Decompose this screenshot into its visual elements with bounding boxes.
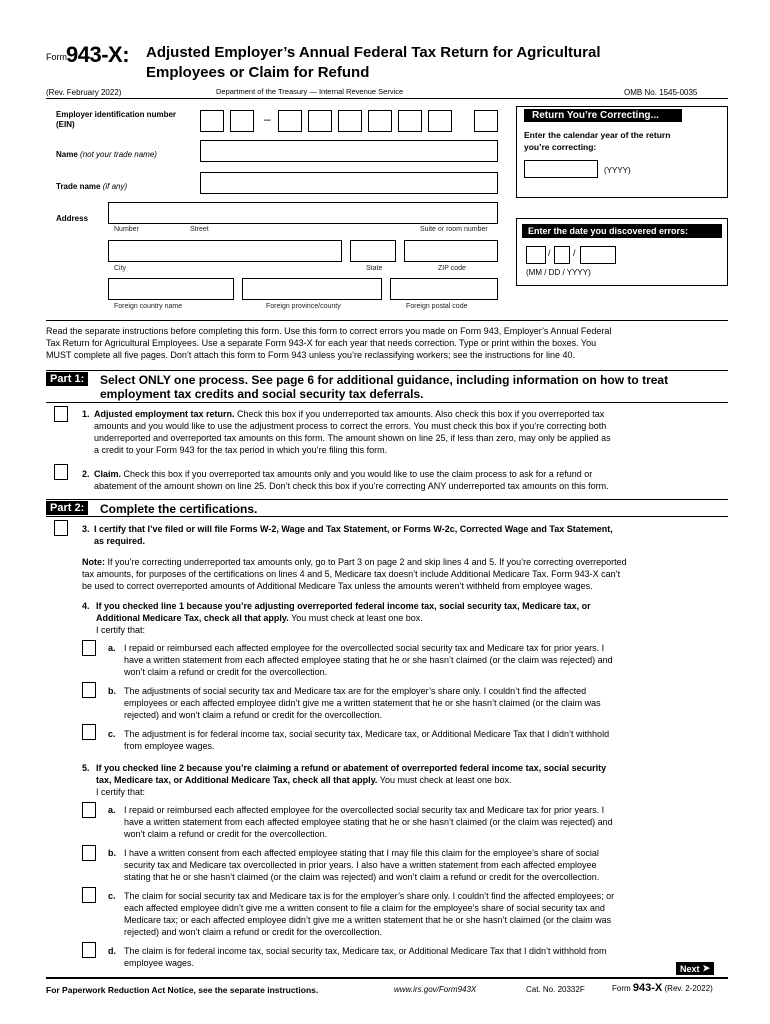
ein-box-6[interactable] (368, 110, 392, 132)
address-label: Address (56, 214, 89, 223)
line5-text-a: If you checked line 2 because you’re claiming a refund or abatement of overreported federal income tax, social security (96, 763, 607, 773)
line5-text-b (96, 775, 512, 786)
line4-certify: I certify that: (96, 625, 146, 635)
line1-text-b: amounts and you would like to use the adjustment process to correct the errors. You must check this box if you’re correcting both (94, 421, 607, 431)
line4c-letter: c. (108, 729, 116, 739)
ein-label (56, 110, 176, 130)
line2-text-a: Check this box if you overreported tax amounts only and you would like to use the claim process to ask for a refund or (123, 469, 593, 479)
line5-num: 5. (82, 763, 90, 773)
foreign-postal-field[interactable] (390, 278, 498, 300)
part1-title-2: employment tax credits and social security tax deferrals. (100, 387, 424, 401)
part1-rule (46, 370, 728, 371)
form-title-line1: Adjusted Employer’s Annual Federal Tax Return for Agricultural (146, 44, 601, 61)
line5d-text-1: The claim is for federal income tax, social security tax, Medicare tax, or Additional Medicare Tax that I didn’t withhold from (124, 946, 607, 956)
line1-text-c: underreported and overreported tax amounts on this form. The amount shown on line 25, if less than zero, may only be applied as (94, 433, 611, 443)
line2-checkbox[interactable] (54, 464, 68, 480)
line5d-text-2: employee wages. (124, 958, 195, 968)
discovered-header: Enter the date you discovered errors: (522, 224, 722, 238)
state-field[interactable] (350, 240, 396, 262)
disc-slash-2: / (573, 248, 576, 258)
line4b-text-2: employees or each affected employee didn’t give me a written statement that he or she hasn’t claimed (or the claim was (124, 698, 601, 708)
correcting-header: Return You’re Correcting... (524, 109, 682, 122)
line2-text (94, 469, 592, 480)
footer-form-number: 943-X (632, 982, 663, 994)
ein-box-2[interactable] (230, 110, 254, 132)
suite-label: Suite or room number (420, 226, 488, 233)
line5b-text-1: I have a written consent from each affected employee stating that I may file this claim for the employee’s share of social (124, 848, 599, 858)
ein-label-line1: Employer identification number (56, 110, 177, 119)
intro-line-3: MUST complete all five pages. Don’t attach this form to Form 943 unless you’re reclassifying workers; see the instructions for line 40. (46, 350, 576, 360)
line4b-text-1: The adjustments of social security tax and Medicare tax are for the employer’s share only. I couldn’t find the affected (124, 686, 587, 696)
line5b-checkbox[interactable] (82, 845, 96, 861)
name-field[interactable] (200, 140, 498, 162)
note-line-1 (82, 557, 627, 568)
line4a-text-3: won’t claim a refund or credit for the overcollection. (124, 667, 328, 677)
department: Department of the Treasury — Internal Revenue Service (216, 87, 404, 96)
line4a-text-2: have a written statement from each affected employee stating that he or she hasn’t claimed (or the claim was rejected) and (124, 655, 613, 665)
intro-rule (46, 320, 728, 321)
irs-url: www.irs.gov/Form943X (394, 985, 477, 994)
line4c-text-2: from employee wages. (124, 741, 215, 751)
next-label: Next (680, 963, 700, 974)
catalog-number: Cat. No. 20332F (526, 985, 585, 994)
name-label-sub: (not your trade name) (80, 150, 157, 159)
footer-rev: (Rev. 2-2022) (664, 984, 713, 993)
part1-label: Part 1: (46, 372, 88, 386)
ein-box-1[interactable] (200, 110, 224, 132)
line5c-text-3: Medicare tax; or each affected employee didn’t give me a written statement that he or she hasn’t claimed (or the claim was (124, 915, 612, 925)
note-text-a: If you’re correcting underreported tax amounts only, go to Part 3 on page 2 and skip lines 4 and 5. If you’re correcting overreported (107, 557, 627, 567)
line4b-letter: b. (108, 686, 116, 696)
line2-text-b: abatement of the amount shown on line 25. Don’t check this box if you’re correcting ANY underreported tax amounts on this form. (94, 481, 609, 491)
part2-title-rule (46, 516, 728, 517)
footer-form-id (612, 982, 713, 994)
trade-name-field[interactable] (200, 172, 498, 194)
line1-text-a: Check this box if you underreported tax amounts. Also check this box if you overreported tax (237, 409, 605, 419)
correcting-instr2: you’re correcting: (524, 142, 597, 152)
line1-num: 1. (82, 409, 90, 419)
next-button[interactable] (676, 962, 714, 975)
line5b-text-3: stating that he or she hasn’t claimed (or the claim was rejected) and won’t claim a refund or credit for the overcollection. (124, 872, 600, 882)
paperwork-notice: For Paperwork Reduction Act Notice, see the separate instructions. (46, 985, 319, 995)
note-line-3: be used to correct overreported amounts of Additional Medicare Tax unless the amounts weren’t withheld from employee wages. (82, 581, 593, 591)
note-line-2: tax amounts, for purposes of the certifications on lines 4 and 5, Medicare tax doesn’t include Additional Medicare Tax. Form 943-X can’t (82, 569, 621, 579)
line4b-checkbox[interactable] (82, 682, 96, 698)
street-label: Street (190, 226, 209, 233)
zip-field[interactable] (404, 240, 498, 262)
line5b-text-2: security tax and Medicare tax overcollected in prior years. I also have a written statement from each affected employee (124, 860, 597, 870)
ein-dash: – (264, 112, 271, 126)
omb-number: OMB No. 1545-0035 (624, 88, 698, 97)
disc-month-field[interactable] (526, 246, 546, 264)
part2-label: Part 2: (46, 501, 88, 515)
line4a-letter: a. (108, 643, 116, 653)
line4b-text-3: rejected) and won’t claim a refund or credit for the overcollection. (124, 710, 383, 720)
line4-bold: Additional Medicare Tax, check all that apply. (96, 613, 289, 623)
line5-certify: I certify that: (96, 787, 146, 797)
ein-label-line2: (EIN) (56, 120, 75, 129)
arrow-right-icon: ➤ (702, 963, 711, 973)
part1-title-rule (46, 402, 728, 403)
name-label (56, 150, 157, 159)
foreign-country-field[interactable] (108, 278, 234, 300)
correcting-instr1: Enter the calendar year of the return (524, 130, 671, 140)
line5a-text-3: won’t claim a refund or credit for the overcollection. (124, 829, 328, 839)
trade-label-text: Trade name (56, 182, 101, 191)
line1-title: Adjusted employment tax return. (94, 409, 235, 419)
note-label: Note: (82, 557, 105, 567)
form-label: Form (46, 52, 67, 62)
city-field[interactable] (108, 240, 342, 262)
line4c-checkbox[interactable] (82, 724, 96, 740)
line5a-text-1: I repaid or reimbursed each affected employee for the overcollected social security tax and Medicare tax for prior years. I (124, 805, 605, 815)
form-number: 943-X: (66, 42, 130, 67)
line2-num: 2. (82, 469, 90, 479)
revision-date: (Rev. February 2022) (46, 88, 122, 97)
line3-num: 3. (82, 524, 90, 534)
line4-rest: You must check at least one box. (291, 613, 423, 623)
line5-bold: tax, Medicare tax, or Additional Medicare Tax, check all that apply. (96, 775, 378, 785)
line5a-letter: a. (108, 805, 116, 815)
line5-rest: You must check at least one box. (379, 775, 512, 785)
year-hint: (YYYY) (604, 166, 631, 175)
line1-text (94, 409, 604, 420)
form-title-line2: Employees or Claim for Refund (146, 64, 370, 81)
line4c-text-1: The adjustment is for federal income tax, social security tax, Medicare tax, or Additional Medicare Tax that I didn’t withhold (124, 729, 610, 739)
part2-rule (46, 499, 728, 500)
trade-name-label (56, 182, 127, 191)
foreign-province-field[interactable] (242, 278, 382, 300)
foreign-postal-label: Foreign postal code (406, 303, 468, 310)
header-rule (46, 98, 728, 99)
line5a-text-2: have a written statement from each affected employee stating that he or she hasn’t claimed (or the claim was rejected) and (124, 817, 613, 827)
line5c-checkbox[interactable] (82, 887, 96, 903)
trade-label-sub: (if any) (102, 182, 128, 191)
line3-text-b: as required. (94, 536, 146, 546)
disc-day-field[interactable] (554, 246, 570, 264)
line3-text-a: I certify that I’ve filed or will file Forms W-2, Wage and Tax Statement, or Forms W-2c, Corrected Wage and Tax Statement, (94, 524, 613, 534)
city-label: City (114, 265, 127, 272)
line5c-text-1: The claim for social security tax and Medicare tax is for the employer’s share only. I couldn’t find the affected employees; or (124, 891, 615, 901)
number-label: Number (114, 226, 139, 233)
line4-num: 4. (82, 601, 90, 611)
line5d-letter: d. (108, 946, 116, 956)
zip-label: ZIP code (438, 265, 466, 272)
line5b-letter: b. (108, 848, 116, 858)
part1-title-1: Select ONLY one process. See page 6 for additional guidance, including information on how to treat (100, 373, 669, 387)
disc-year-field[interactable] (580, 246, 616, 264)
line5c-letter: c. (108, 891, 116, 901)
footer-form-word: Form (612, 984, 631, 993)
line5a-checkbox[interactable] (82, 802, 96, 818)
part2-title: Complete the certifications. (100, 502, 258, 516)
state-label: State (366, 265, 383, 272)
line4a-checkbox[interactable] (82, 640, 96, 656)
intro-line-1: Read the separate instructions before completing this form. Use this form to correct errors you made on Form 943, Employer’s Annual Federal (46, 326, 612, 336)
line5d-checkbox[interactable] (82, 942, 96, 958)
ein-box-8[interactable] (428, 110, 452, 132)
year-field[interactable] (524, 160, 598, 178)
line5c-text-4: rejected) and won’t claim a refund or credit for the overcollection. (124, 927, 383, 937)
line4-text-b (96, 613, 423, 624)
intro-line-2: Tax Return for Agricultural Employees. Use a separate Form 943-X for each year that needs correction. Type or print within the boxes. You (46, 338, 597, 348)
date-hint: (MM / DD / YYYY) (526, 268, 591, 277)
ein-box-7[interactable] (398, 110, 422, 132)
ein-box-4[interactable] (308, 110, 332, 132)
line2-title: Claim. (94, 469, 122, 479)
line4-text-a: If you checked line 1 because you’re adjusting overreported federal income tax, social security tax, Medicare tax, or (96, 601, 591, 611)
line4a-text-1: I repaid or reimbursed each affected employee for the overcollected social security tax and Medicare tax for prior years. I (124, 643, 605, 653)
line1-text-d: a credit to your Form 943 for the tax period in which you’re filing this form. (94, 445, 388, 455)
foreign-country-label: Foreign country name (114, 303, 183, 310)
line1-checkbox[interactable] (54, 406, 68, 422)
footer-rule (46, 977, 728, 979)
address-street-field[interactable] (108, 202, 498, 224)
ein-box-9[interactable] (474, 110, 498, 132)
line5c-text-2: each affected employee didn’t give me a written consent to file a claim for the employee’s share of social security tax and (124, 903, 605, 913)
ein-box-5[interactable] (338, 110, 362, 132)
ein-box-3[interactable] (278, 110, 302, 132)
foreign-province-label: Foreign province/county (266, 303, 341, 310)
name-label-text: Name (56, 150, 78, 159)
disc-slash-1: / (548, 248, 551, 258)
line3-checkbox[interactable] (54, 520, 68, 536)
